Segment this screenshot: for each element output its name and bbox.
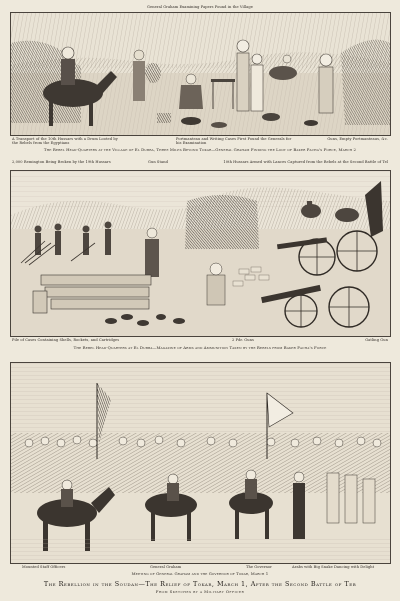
panel3-label-3: The Governor [246, 565, 272, 569]
panel1-illustration [10, 12, 391, 136]
panel1-mid-caption: Portmanteau and Writing Cases First Found the Generals for his Examination [176, 137, 292, 145]
panel2-bottom-left-caption: Pile of Cases Containing Shells, Rockets, and Cartridges [12, 338, 120, 342]
panel3-label-2: General Graham [150, 565, 182, 569]
panel2-top-right-caption: 10th Hussars Armed with Lances Captured from the Rebels at the Second Battle of Tel [223, 160, 388, 164]
panel3-label-4: Arabs with Big Snake Dancing with Delight [292, 565, 375, 569]
panel2-main-caption: The Rebel Head-Quarters at El Dubba—Magazine of Arms and Ammunition Taken by the Rebels from Baker Pacha's Force [73, 345, 327, 350]
panel1-title: General Graham Examining Papers Found in the Village [147, 5, 253, 9]
panel2-bottom-right-caption: Gatling Gun [365, 338, 388, 342]
main-title: The Rebellion in the Soudan—The Relief of Tokar, March 1, After the Second Battle of Teb [43, 580, 357, 588]
sub-title: From Sketches by a Military Officer [155, 589, 245, 594]
panel1-right-caption: Guns, Empty Portmanteaus, &c. [327, 137, 388, 141]
panel3-label-1: Mounted Staff Officers [22, 565, 66, 569]
panel2-bottom-mid-caption: 2 Pdr. Guns [232, 338, 254, 342]
panel1-left-caption: A Transport of the 10th Hussars with a Drum Looted by the Rebels from the Egyptians [12, 137, 118, 145]
panel2-top-left-caption: 2,000 Remington Being Broken by the 19th Hussars [12, 160, 111, 164]
panel1-main-caption: The Rebel Head-Quarters at the Village of El Dubba, Three Miles Beyond Tokar—General Graham Finding the Loot of Baker Pacha's Force, March 2 [43, 147, 357, 152]
panel3-meeting-caption: Meeting of General Graham and the Governor of Tokar, March 1 [131, 571, 269, 576]
panel2-top-mid-caption: Gun Stand [148, 160, 168, 164]
panel3-illustration [10, 362, 391, 564]
panel2-illustration [10, 170, 391, 337]
